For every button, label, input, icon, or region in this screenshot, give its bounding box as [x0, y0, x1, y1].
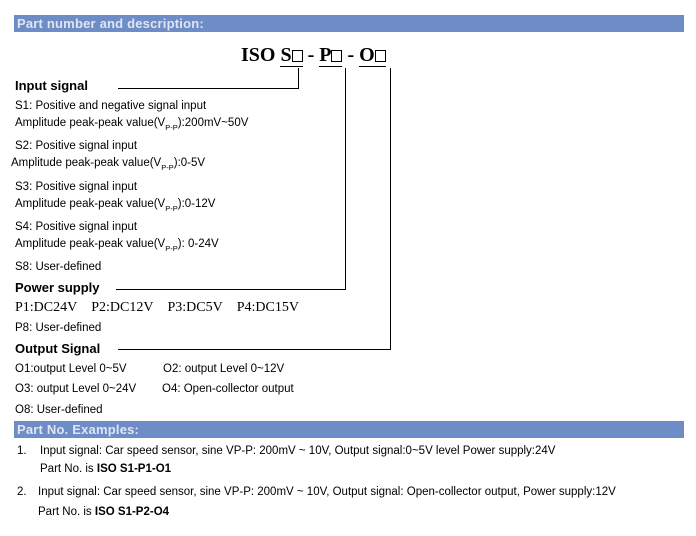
- example-part-number: [40, 462, 171, 476]
- amplitude-value: ):200mV~50V: [177, 117, 249, 129]
- connector-line-p: [345, 68, 346, 290]
- code-prefix: ISO: [241, 44, 276, 66]
- output-o4-line: O4: Open-collector output: [162, 383, 294, 395]
- connector-line-o: [118, 349, 391, 350]
- code-o-letter: O: [359, 44, 375, 66]
- subscript: P-P: [165, 204, 178, 213]
- input-s1-line: S1: Positive and negative signal input: [15, 100, 207, 112]
- amplitude-text: Amplitude peak-peak value(V: [15, 238, 166, 250]
- input-s3-amplitude: [15, 197, 215, 212]
- code-separator: -: [347, 44, 355, 66]
- input-s2-amplitude: [11, 156, 205, 171]
- code-o-slot: [359, 44, 386, 67]
- output-o2-line: O2: output Level 0~12V: [163, 363, 285, 375]
- output-signal-heading: Output Signal: [15, 341, 101, 356]
- connector-line-o: [390, 68, 391, 350]
- code-p-letter: P: [319, 44, 332, 66]
- power-options-row: [15, 299, 299, 316]
- part-code: ISO S1-P2-O4: [94, 506, 170, 518]
- amplitude-value: ): 0-24V: [177, 238, 219, 250]
- output-o1-line: O1:output Level 0~5V: [15, 363, 127, 375]
- power-option: P4:DC15V: [236, 300, 299, 315]
- subscript: P-P: [165, 244, 178, 253]
- amplitude-value: ):0-5V: [173, 157, 206, 169]
- power-option: P1:DC24V: [15, 300, 78, 315]
- output-o3-line: O3: output Level 0~24V: [15, 383, 137, 395]
- part-code-template: [241, 43, 386, 67]
- connector-line-p: [116, 289, 346, 290]
- part-label: Part No. is: [38, 506, 95, 518]
- example-part-number: [38, 505, 169, 519]
- input-s4-line: S4: Positive signal input: [15, 221, 138, 233]
- input-signal-heading: Input signal: [15, 78, 88, 93]
- section-title: Part number and description:: [17, 16, 204, 31]
- part-code: ISO S1-P1-O1: [96, 463, 172, 475]
- amplitude-text: Amplitude peak-peak value(V: [15, 117, 166, 129]
- part-label: Part No. is: [40, 463, 97, 475]
- example-description: Input signal: Car speed sensor, sine VP-P: 200mV ~ 10V, Output signal: Open-collector output, Power supply:12V: [38, 486, 616, 498]
- connector-line-s: [298, 68, 299, 88]
- input-s2-line: S2: Positive signal input: [15, 140, 138, 152]
- subscript: P-P: [161, 163, 174, 172]
- code-s-letter: S: [280, 44, 292, 66]
- section-header-description: [14, 15, 684, 32]
- section-header-examples: [14, 421, 684, 438]
- power-option: P3:DC5V: [167, 300, 223, 315]
- input-s3-line: S3: Positive signal input: [15, 181, 138, 193]
- placeholder-box: [375, 50, 386, 62]
- placeholder-box: [292, 50, 303, 62]
- power-p8-line: P8: User-defined: [15, 322, 102, 334]
- connector-line-s: [118, 88, 299, 89]
- subscript: P-P: [165, 123, 178, 132]
- input-s1-amplitude: [15, 116, 248, 131]
- example-number: 1.: [17, 445, 27, 457]
- input-s8-line: S8: User-defined: [15, 261, 102, 273]
- section-title: Part No. Examples:: [17, 422, 140, 437]
- example-number: 2.: [17, 486, 27, 498]
- amplitude-text: Amplitude peak-peak value(V: [15, 198, 166, 210]
- placeholder-box: [331, 50, 342, 62]
- code-separator: -: [307, 44, 315, 66]
- code-s-slot: [280, 44, 302, 67]
- output-o8-line: O8: User-defined: [15, 404, 103, 416]
- power-supply-heading: Power supply: [15, 280, 100, 295]
- example-description: Input signal: Car speed sensor, sine VP-P: 200mV ~ 10V, Output signal:0~5V level Power supply:24V: [40, 445, 556, 457]
- input-s4-amplitude: [15, 237, 219, 252]
- amplitude-value: ):0-12V: [177, 198, 216, 210]
- power-option: P2:DC12V: [91, 300, 154, 315]
- amplitude-text: Amplitude peak-peak value(V: [11, 157, 162, 169]
- code-p-slot: [319, 44, 342, 67]
